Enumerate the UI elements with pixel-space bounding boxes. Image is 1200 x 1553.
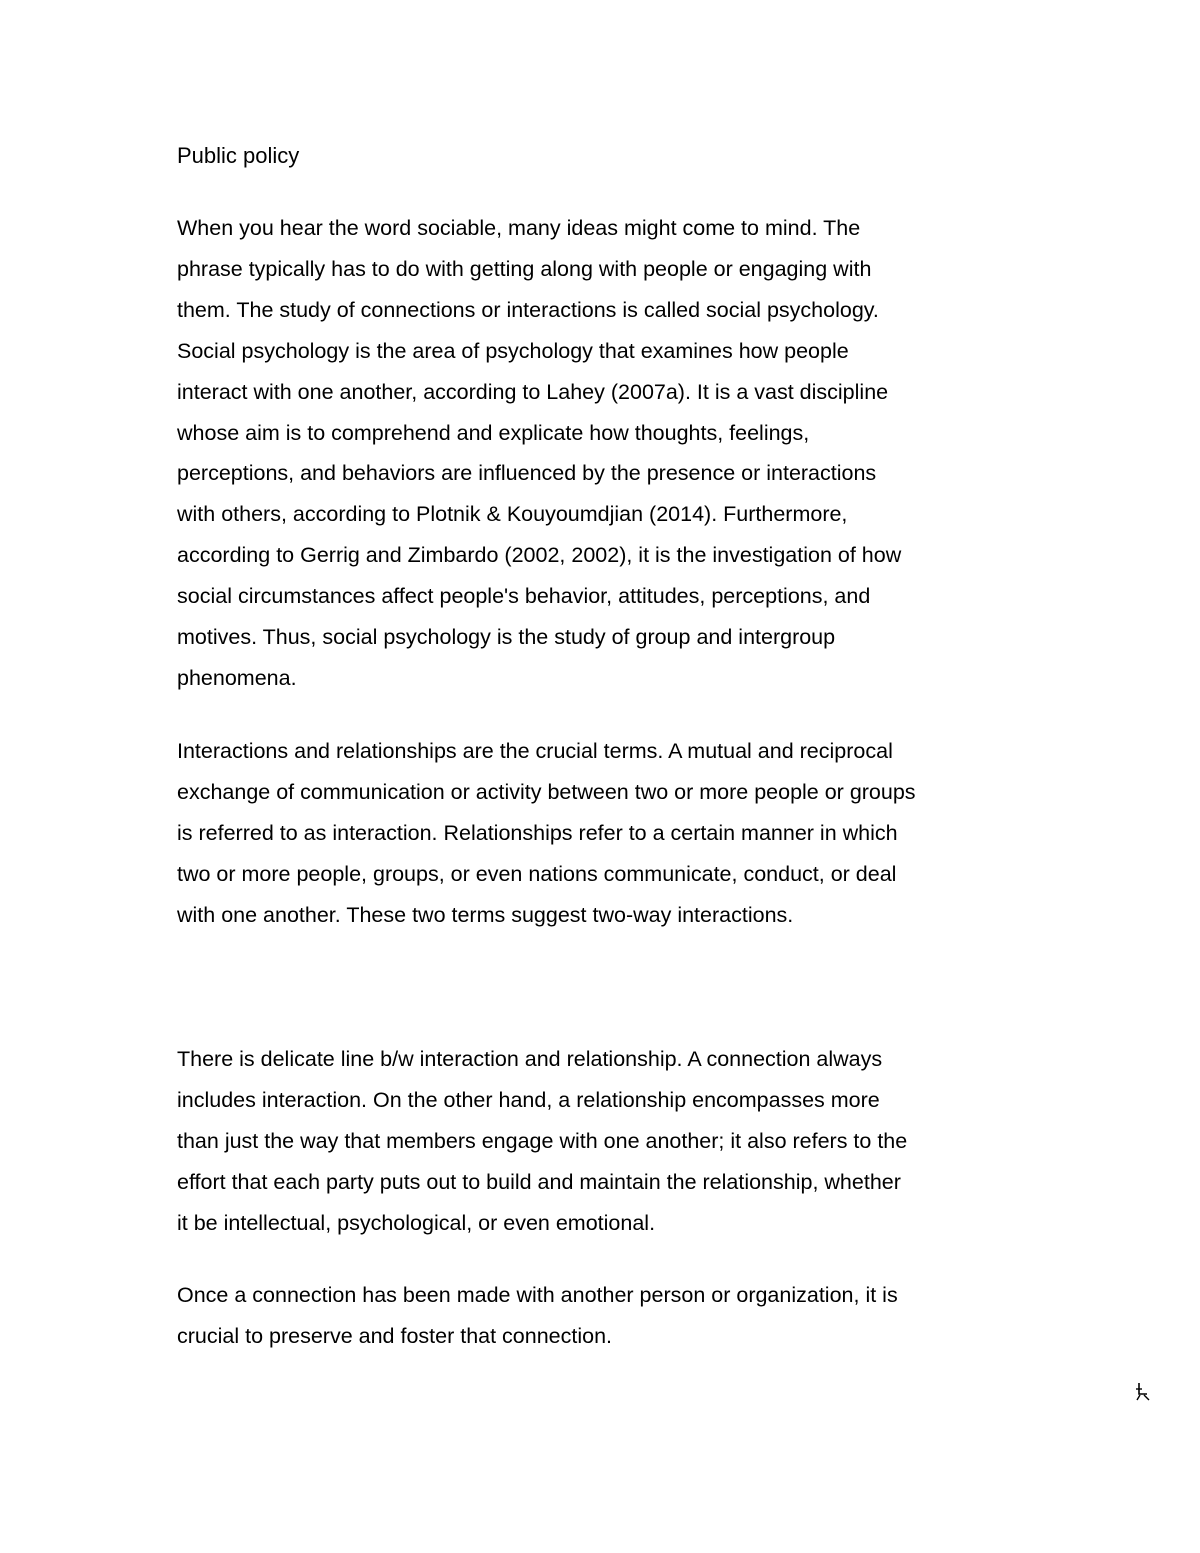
paragraph-3	[177, 1039, 907, 1244]
paragraph-1	[177, 208, 901, 699]
paragraph-line: Interactions and relationships are the crucial terms. A mutual and reciprocal	[177, 739, 893, 763]
handwritten-mark-icon	[1133, 1380, 1151, 1404]
paragraph-line: two or more people, groups, or even nations communicate, conduct, or deal	[177, 861, 897, 886]
paragraph-line: crucial to preserve and foster that connection.	[177, 1323, 613, 1348]
paragraph-4	[177, 1275, 898, 1357]
paragraph-line: with one another. These two terms suggest two-way interactions.	[177, 902, 794, 927]
paragraph-line: exchange of communication or activity between two or more people or groups	[177, 779, 916, 804]
paragraph-line: Once a connection has been made with another person or organization, it is	[177, 1283, 898, 1307]
paragraph-line: phrase typically has to do with getting along with people or engaging with	[177, 256, 872, 281]
paragraph-line: with others, according to Plotnik & Kouyoumdjian (2014). Furthermore,	[177, 502, 848, 527]
paragraph-line: motives. Thus, social psychology is the study of group and intergroup	[177, 625, 836, 650]
paragraph-2	[177, 731, 916, 936]
paragraph-line: than just the way that members engage with one another; it also refers to the	[177, 1128, 908, 1153]
paragraph-line: There is delicate line b/w interaction and relationship. A connection always	[177, 1047, 883, 1071]
paragraph-line: according to Gerrig and Zimbardo (2002, 2002), it is the investigation of how	[177, 543, 902, 568]
paragraph-line: When you hear the word sociable, many ideas might come to mind. The	[177, 216, 861, 240]
paragraph-line: phenomena.	[177, 665, 297, 690]
document-title: Public policy	[177, 143, 300, 168]
paragraph-line: whose aim is to comprehend and explicate how thoughts, feelings,	[177, 420, 810, 445]
paragraph-line: perceptions, and behaviors are influenced by the presence or interactions	[177, 461, 877, 486]
paragraph-line: social circumstances affect people's behavior, attitudes, perceptions, and	[177, 584, 871, 609]
paragraph-line: is referred to as interaction. Relationships refer to a certain manner in which	[177, 820, 898, 845]
paragraph-line: interact with one another, according to Lahey (2007a). It is a vast discipline	[177, 379, 889, 404]
paragraph-line: them. The study of connections or interactions is called social psychology.	[177, 297, 879, 322]
paragraph-line: effort that each party puts out to build and maintain the relationship, whether	[177, 1169, 901, 1194]
paragraph-line: Social psychology is the area of psychology that examines how people	[177, 338, 849, 363]
paragraph-line: it be intellectual, psychological, or even emotional.	[177, 1210, 656, 1235]
paragraph-line: includes interaction. On the other hand, a relationship encompasses more	[177, 1087, 880, 1112]
